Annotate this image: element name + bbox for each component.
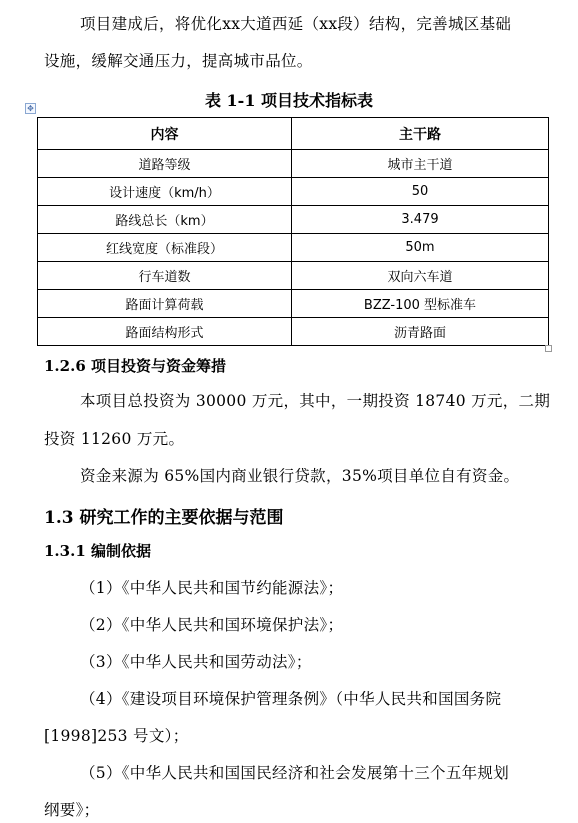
table-cell: 红线宽度（标准段）: [38, 234, 292, 262]
basis-item-1: （1）《中华人民共和国节约能源法》；: [80, 579, 344, 597]
spec-table: [37, 117, 549, 346]
basis-item-3: （3）《中华人民共和国劳动法》；: [80, 653, 312, 671]
table-cell: 行车道数: [38, 262, 292, 290]
table-row: [38, 262, 549, 290]
table-cell: 路线总长（km）: [38, 206, 292, 234]
table-caption: 表 1-1 项目技术指标表: [204, 91, 374, 110]
table-cell: 道路等级: [38, 150, 292, 178]
intro-line-1: 项目建成后，将优化xx大道西延（xx段）结构，完善城区基础: [80, 15, 512, 33]
table-header-cell: 主干路: [292, 118, 549, 150]
table-row: [38, 290, 549, 318]
table-header-row: [38, 118, 549, 150]
table-cell: 城市主干道: [292, 150, 549, 178]
table-cell: 50m: [292, 234, 549, 262]
table-cell: 沥青路面: [292, 318, 549, 346]
investment-line-1: 本项目总投资为 30000 万元，其中，一期投资 18740 万元，二期: [80, 392, 551, 410]
table-cell: BZZ-100 型标准车: [292, 290, 549, 318]
table-row: [38, 318, 549, 346]
investment-line-2: 投资 11260 万元。: [44, 430, 185, 448]
table-row: [38, 206, 549, 234]
basis-item-4: （4）《建设项目环境保护管理条例》（中华人民共和国国务院: [80, 690, 502, 708]
table-resize-handle[interactable]: [545, 345, 552, 352]
intro-line-2: 设施，缓解交通压力，提高城市品位。: [44, 52, 313, 70]
table-cell: 设计速度（km/h）: [38, 178, 292, 206]
table-row: [38, 150, 549, 178]
table-row: [38, 178, 549, 206]
basis-item-4-cont: [1998]253 号文）；: [44, 727, 189, 745]
table-cell: 路面结构形式: [38, 318, 292, 346]
section-heading-1-3: 1.3 研究工作的主要依据与范围: [44, 508, 284, 528]
table-cell: 3.479: [292, 206, 549, 234]
table-cell: 双向六车道: [292, 262, 549, 290]
table-move-handle-icon[interactable]: ✥: [25, 103, 36, 114]
basis-item-2: （2）《中华人民共和国环境保护法》；: [80, 616, 344, 634]
basis-item-5: （5）《中华人民共和国国民经济和社会发展第十三个五年规划: [80, 764, 510, 782]
section-heading-1-2-6: 1.2.6 项目投资与资金筹措: [44, 357, 226, 375]
basis-item-5-cont: 纲要》；: [44, 801, 100, 819]
table-cell: 路面计算荷载: [38, 290, 292, 318]
funding-source-paragraph: 资金来源为 65%国内商业银行贷款，35%项目单位自有资金。: [80, 467, 520, 485]
table-row: [38, 234, 549, 262]
table-header-cell: 内容: [38, 118, 292, 150]
table-cell: 50: [292, 178, 549, 206]
section-heading-1-3-1: 1.3.1 编制依据: [44, 542, 151, 560]
